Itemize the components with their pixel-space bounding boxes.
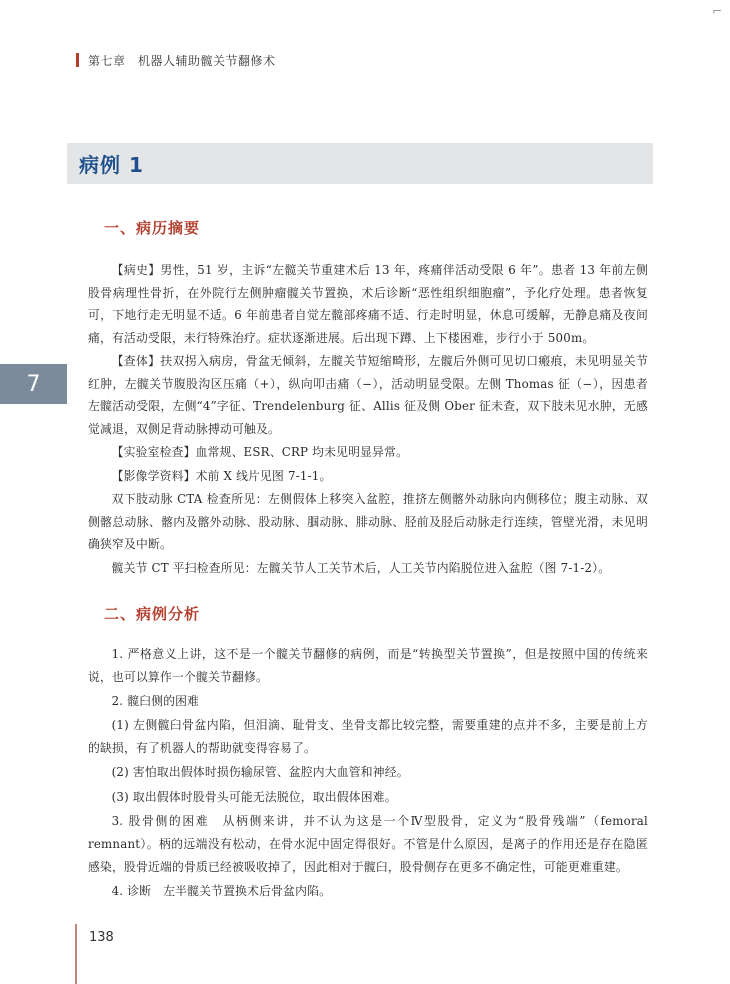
paragraph-ct: 髋关节 CT 平扫检查所见：左髋关节人工关节术后，人工关节内陷脱位进入盆腔（图 7-1-2）。 bbox=[111, 560, 611, 575]
case-title: 病例 1 bbox=[79, 153, 144, 177]
section-history-body bbox=[88, 259, 648, 580]
paragraph-exam: 【查体】扶双拐入病房，骨盆无倾斜，左髋关节短缩畸形，左髋后外侧可见切口瘢痕，未见明显关节红肿，左髋关节腹股沟区压痛（+），纵向叩击痛（−），活动明显受限。左侧 Thomas 征（−），因患者左髋活动受限，左侧“4”字征、Trendelenburg 征、Allis 征及侧 Ober 征未查，双下肢未见水肿，无感觉减退，双侧足背动脉搏动可触及。 bbox=[88, 354, 648, 436]
header-accent-bar bbox=[76, 53, 79, 67]
paragraph-analysis-1: 1. 严格意义上讲，这不是一个髋关节翻修的病例，而是“转换型关节置换”，但是按照中国的传统来说，也可以算作一个髋关节翻修。 bbox=[88, 647, 648, 684]
page-corner-mark: ⌐ bbox=[711, 4, 723, 18]
section-heading-history: 一、病历摘要 bbox=[104, 219, 201, 237]
running-header bbox=[76, 52, 276, 68]
paragraph-analysis-2-2: (2) 害怕取出假体时损伤输尿管、盆腔内大血管和神经。 bbox=[111, 765, 409, 780]
section-analysis-body bbox=[88, 643, 648, 904]
paragraph-analysis-4: 4. 诊断 左半髋关节置换术后骨盆内陷。 bbox=[111, 883, 332, 898]
running-title: 第七章 机器人辅助髋关节翻修术 bbox=[88, 53, 276, 68]
paragraph-analysis-3: 3. 股骨侧的困难 从柄侧来讲，并不认为这是一个Ⅳ型股骨，定义为“股骨残端”（femoral remnant）。柄的远端没有松动，在骨水泥中固定得很好。不管是什么原因，是离子的作用还是存在隐匿感染，股骨近端的骨质已经被吸收掉了，因此相对于髋臼，股骨侧存在更多不确定性，可能更难重建。 bbox=[88, 814, 648, 874]
paragraph-cta: 双下肢动脉 CTA 检查所见：左侧假体上移突入盆腔，推挤左侧髂外动脉向内侧移位；腹主动脉、双侧髂总动脉、髂内及髂外动脉、股动脉、腘动脉、腓动脉、胫前及胫后动脉走行连续，管壁光滑，未见明确狭窄及中断。 bbox=[88, 492, 648, 551]
chapter-tab bbox=[0, 364, 67, 404]
paragraph-analysis-2-3: (3) 取出假体时股骨头可能无法脱位，取出假体困难。 bbox=[111, 789, 397, 804]
chapter-tab-number: 7 bbox=[26, 371, 41, 397]
paragraph-analysis-2-1: (1) 左侧髋臼骨盆内陷，但泪滴、耻骨支、坐骨支都比较完整，需要重建的点并不多，主要是前上方的缺损，有了机器人的帮助就变得容易了。 bbox=[88, 718, 648, 756]
section-heading-analysis: 二、病例分析 bbox=[104, 605, 201, 623]
page-number: 138 bbox=[89, 930, 114, 945]
paragraph-history: 【病史】男性，51 岁，主诉“左髋关节重建术后 13 年，疼痛伴活动受限 6 年”。患者 13 年前左侧股骨病理性骨折，在外院行左侧肿瘤髋关节置换，术后诊断“恶性组织细胞瘤”，予化疗处理。患者恢复可，下地行走无明显不适。6 年前患者自觉左髋部疼痛不适、行走时明显，休息可缓解，无静息痛及夜间痛，有活动受限，未行特殊治疗。症状逐渐进展。后出现下蹲、上下楼困难，步行小于 500m。 bbox=[88, 263, 648, 345]
paragraph-imaging: 【影像学资料】术前 X 线片见图 7-1-1。 bbox=[111, 468, 332, 483]
paragraph-analysis-2: 2. 髋臼侧的困难 bbox=[111, 694, 200, 709]
paragraph-lab: 【实验室检查】血常规、ESR、CRP 均未见明显异常。 bbox=[111, 445, 409, 459]
case-title-banner bbox=[67, 143, 653, 184]
footer-rule bbox=[75, 924, 77, 984]
